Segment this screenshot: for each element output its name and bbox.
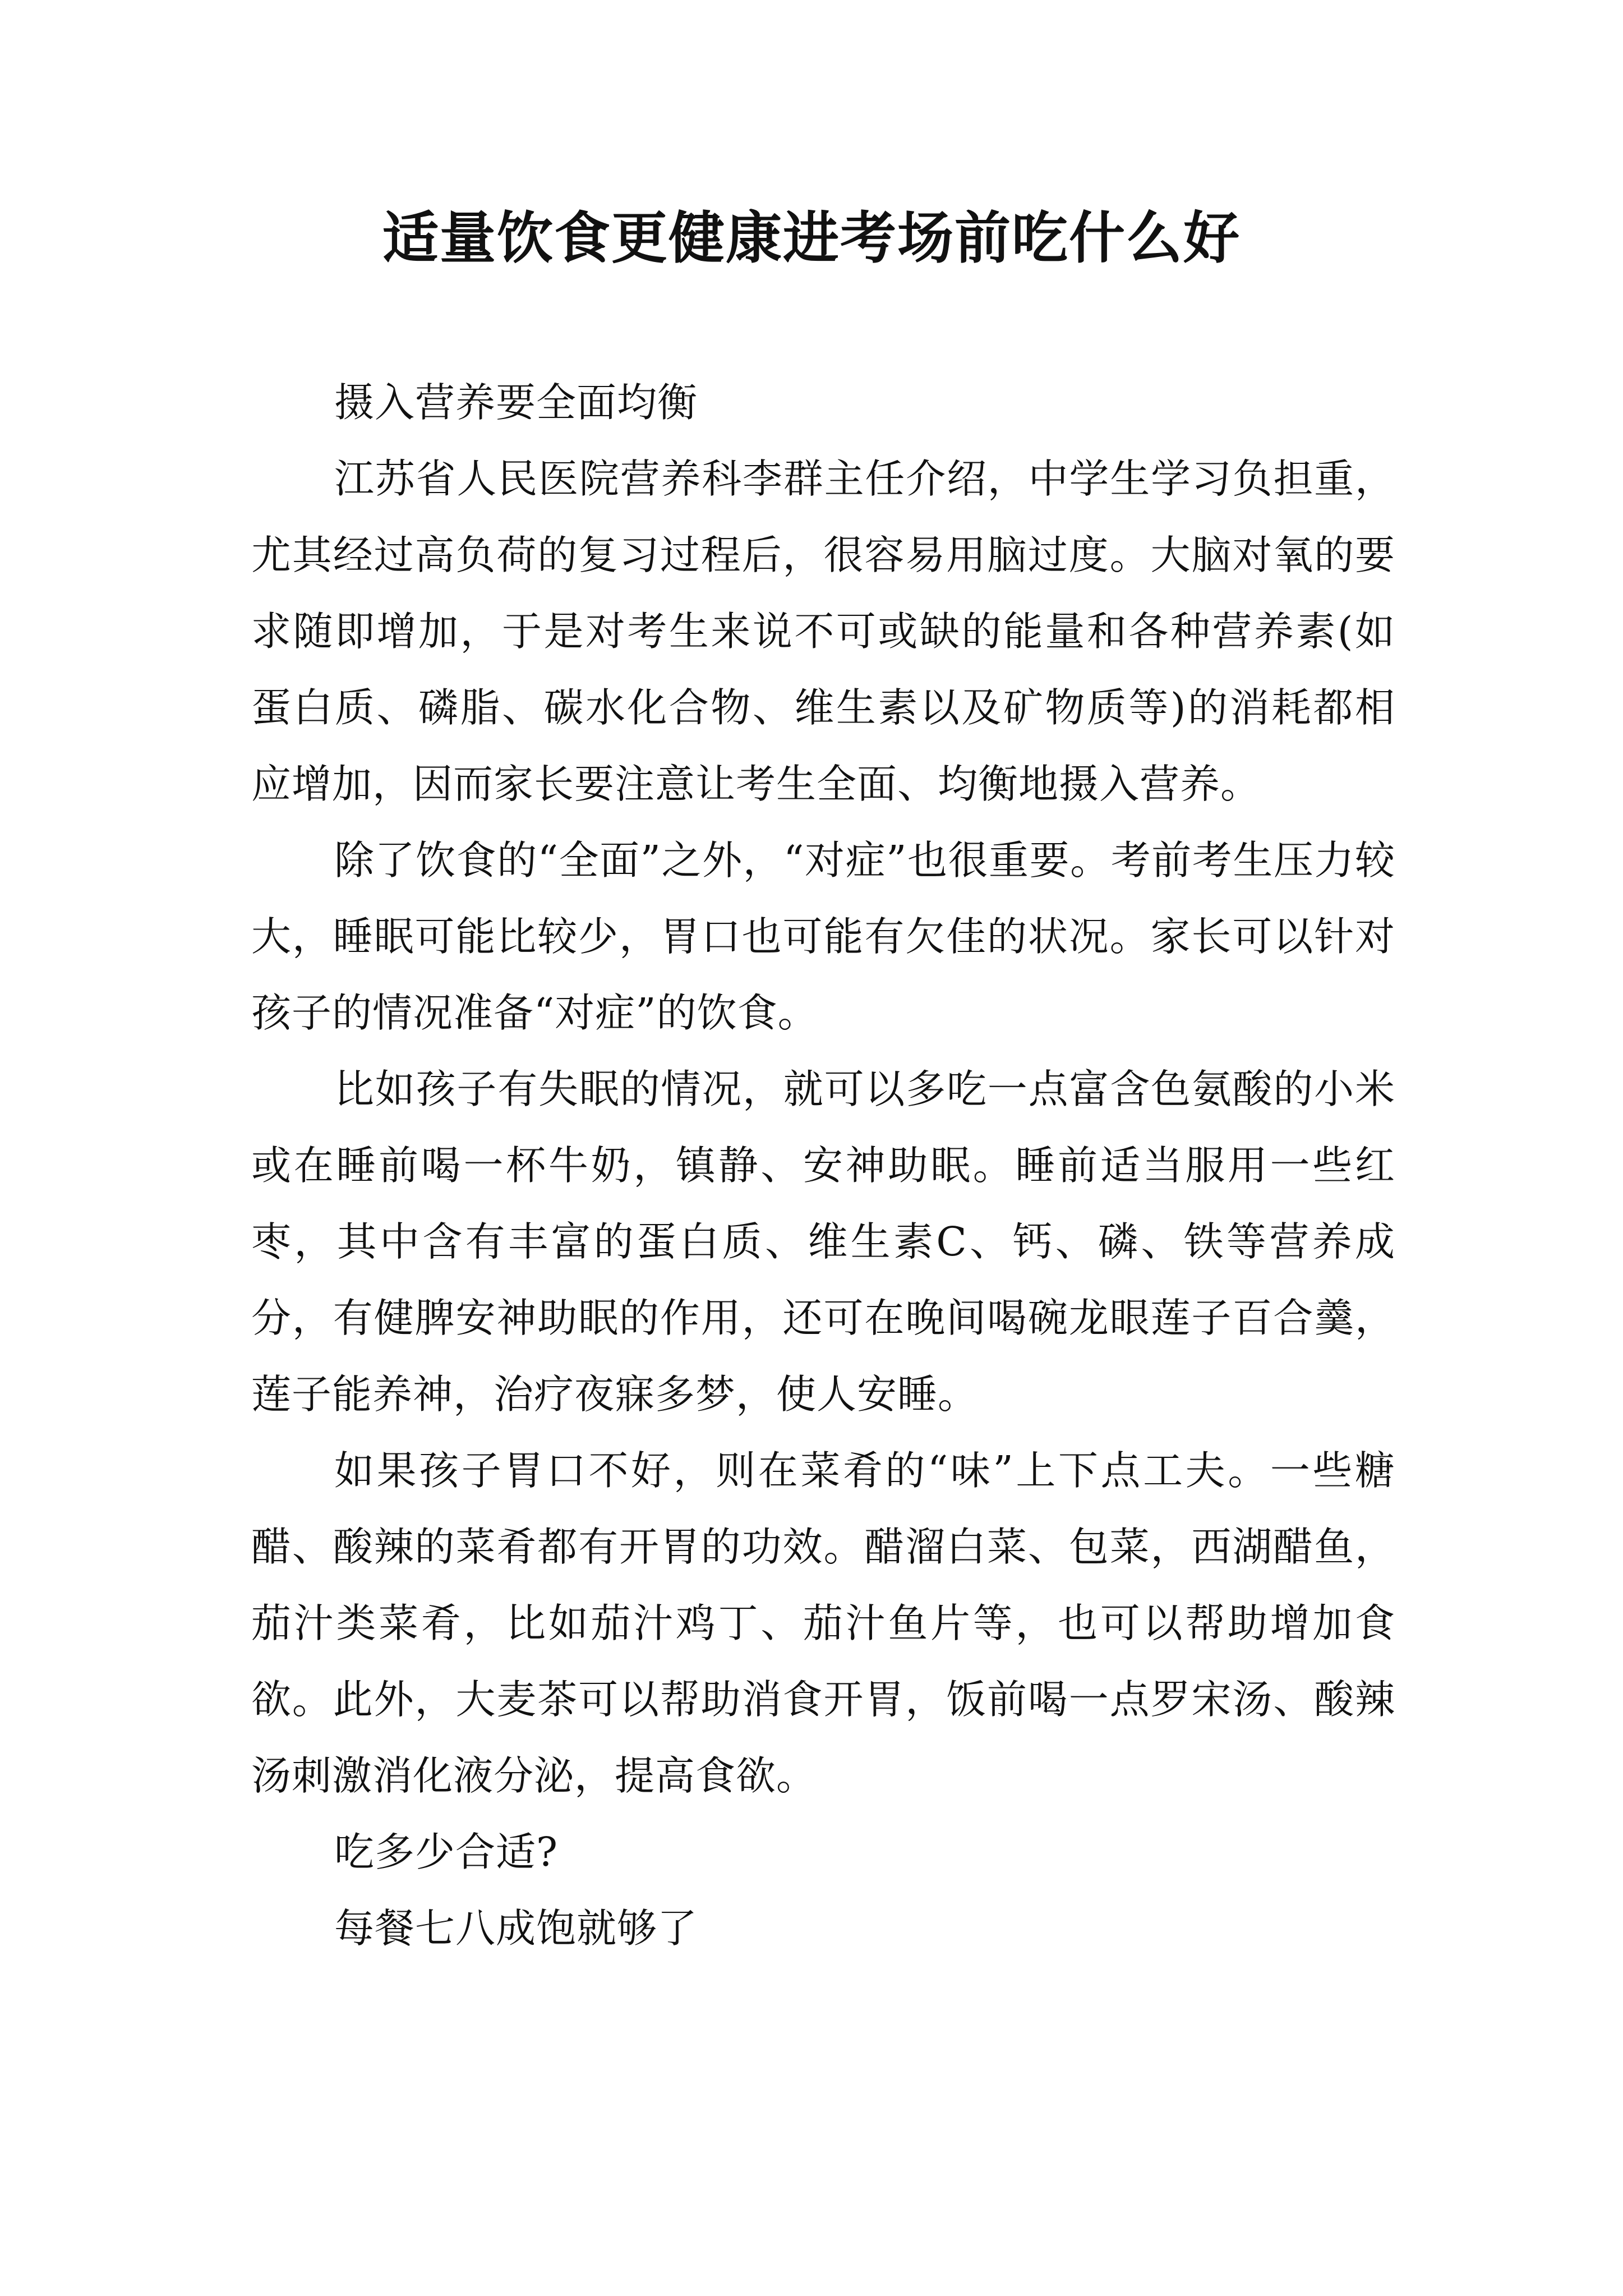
document-body — [251, 365, 1395, 1967]
section-heading-nutrition: 摄入营养要全面均衡 — [334, 379, 698, 426]
document-title: 适量饮食更健康进考场前吃什么好 — [382, 205, 1241, 271]
paragraph: 江苏省人民医院营养科李群主任介绍，中学生学习负担重，尤其经过高负荷的复习过程后，很容易用脑过度。大脑对氧的要求随即增加，于是对考生来说不可或缺的能量和各种营养素(如蛋白质、磷脂、碳水化合物、维生素以及矿物质等)的消耗都相应增加，因而家长要注意让考生全面、均衡地摄入营养。 — [251, 455, 1395, 807]
paragraph: 除了饮食的“全面”之外，“对症”也很重要。考前考生压力较大，睡眠可能比较少，胃口也可能有欠佳的状况。家长可以针对孩子的情况准备“对症”的饮食。 — [251, 837, 1395, 1036]
paragraph: 比如孩子有失眠的情况，就可以多吃一点富含色氨酸的小米或在睡前喝一杯牛奶，镇静、安神助眠。睡前适当服用一些红枣，其中含有丰富的蛋白质、维生素C、钙、磷、铁等营养成分，有健脾安神助眠的作用，还可在晚间喝碗龙眼莲子百合羹，莲子能养神，治疗夜寐多梦，使人安睡。 — [251, 1066, 1395, 1418]
section-heading-portion: 吃多少合适? — [334, 1829, 559, 1875]
paragraph: 如果孩子胃口不好，则在菜肴的“味”上下点工夫。一些糖醋、酸辣的菜肴都有开胃的功效。醋溜白菜、包菜，西湖醋鱼，茄汁类菜肴，比如茄汁鸡丁、茄汁鱼片等，也可以帮助增加食欲。此外，大麦茶可以帮助消食开胃，饭前喝一点罗宋汤、酸辣汤刺激消化液分泌，提高食欲。 — [251, 1447, 1395, 1799]
section-subheading: 每餐七八成饱就够了 — [334, 1905, 698, 1952]
